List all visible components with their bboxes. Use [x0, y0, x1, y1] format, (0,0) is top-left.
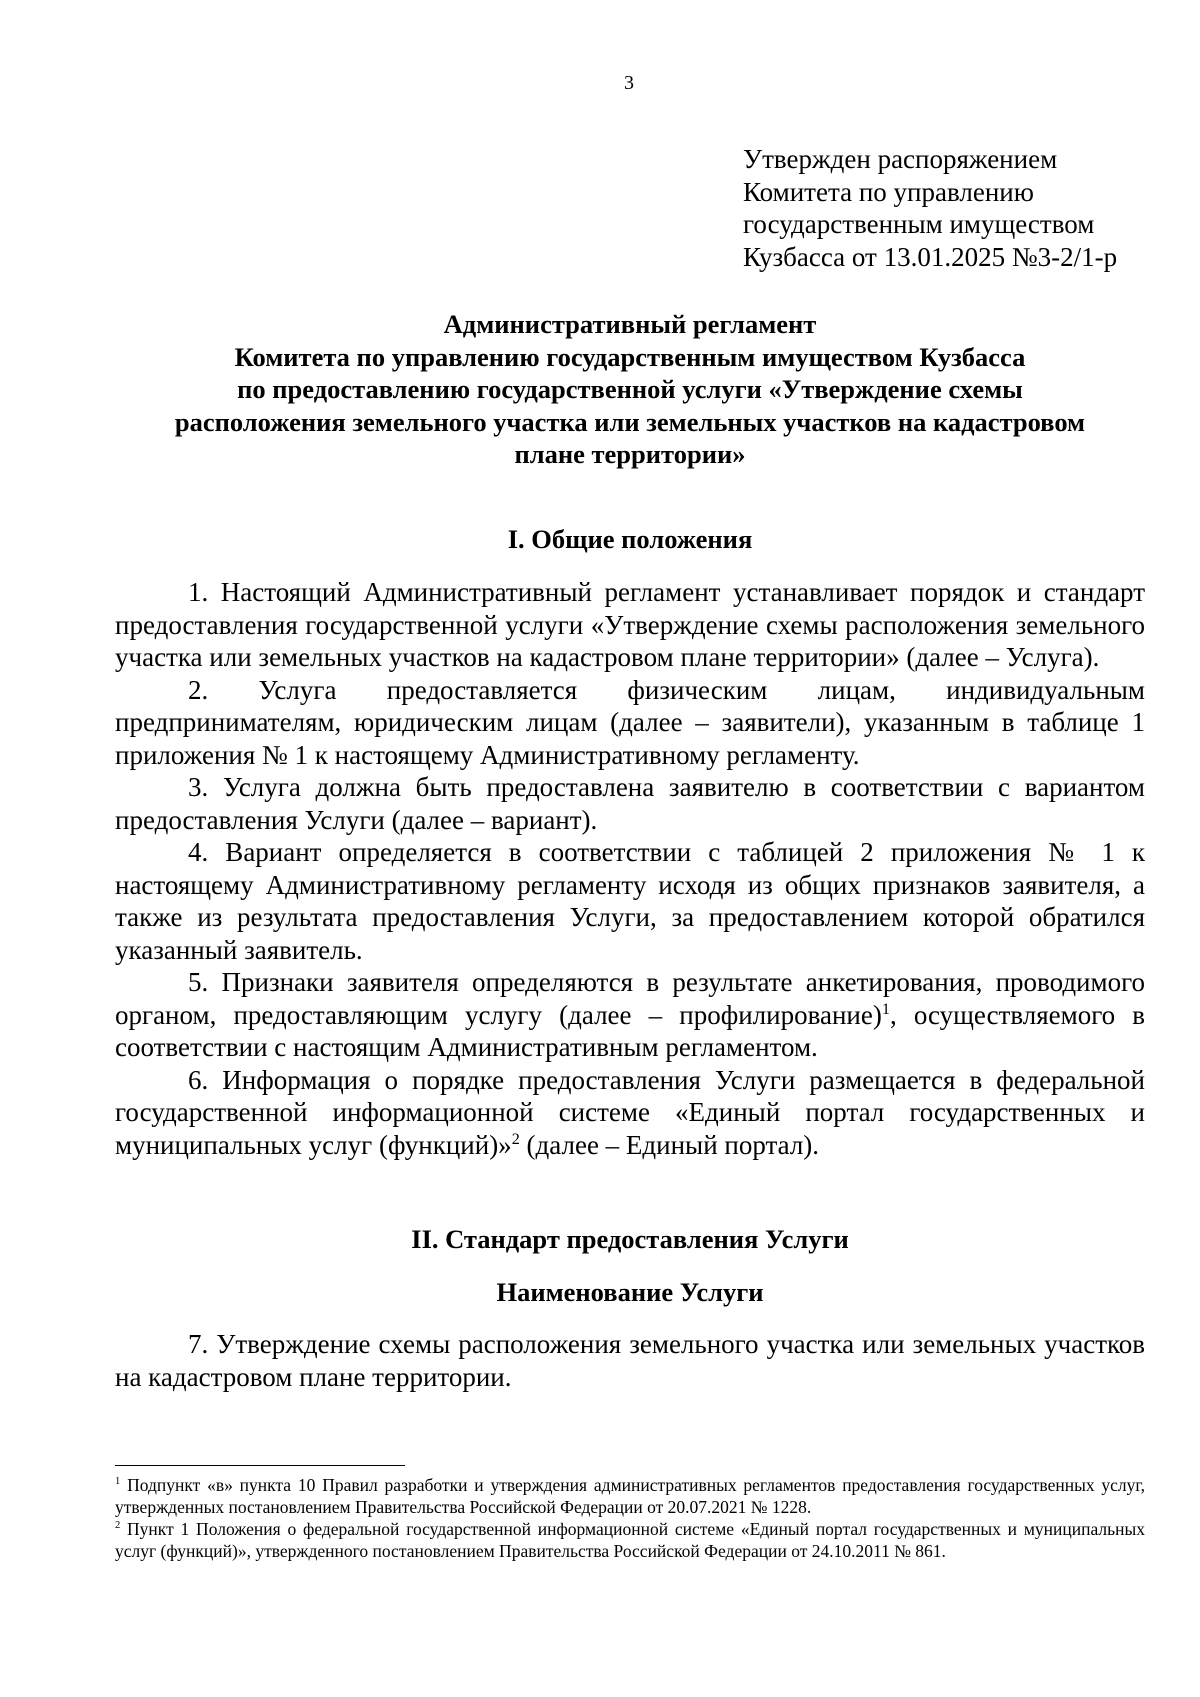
subheading-service-name: Наименование Услуги [496, 1277, 764, 1307]
footnote-1-mark: 1 [115, 1476, 121, 1488]
footnote-2-text: Пункт 1 Положения о федеральной государственной информационной системе «Единый портал государственных и муниципальных услуг (функций)», утвержденного постановлением Правительства Российской Федерации от 24.10.2011 № 861. [115, 1519, 1145, 1561]
approval-line: Комитета по управлению [743, 176, 1034, 207]
footnote-separator [115, 1465, 405, 1466]
page-number: 3 [624, 72, 634, 94]
paragraph-4: 4. Вариант определяется в соответствии с таблицей 2 приложения № 1 к настоящему Административному регламенту исходя из общих признаков заявителя, а также из результата предоставления Услуги, за предоставлением которой обратился указанный заявитель. [115, 837, 1145, 965]
footnote-1-text: Подпункт «в» пункта 10 Правил разработки и утверждения административных регламентов предоставления государственных услуг, утвержденных постановлением Правительства Российской Федерации от 20.07.2021 № 1228. [115, 1475, 1145, 1517]
footnote-1 [115, 1474, 1145, 1518]
footnote-ref-2: 2 [511, 1129, 520, 1148]
paragraph-6-text: 6. Информация о порядке предоставления Услуги размещается в федеральной государственной информационной системе «Единый портал государственных и муниципальных услуг (функций)» [115, 1064, 1145, 1160]
title-line: Комитета по управлению государственным имуществом Кузбасса [234, 341, 1026, 372]
paragraph-7: 7. Утверждение схемы расположения земельного участка или земельных участков на кадастровом плане территории. [115, 1329, 1145, 1392]
approval-stamp [743, 143, 1117, 273]
section-standard-body [115, 1328, 1145, 1393]
paragraph-5-tail: , осуществляемого в соответствии с настоящим Административным регламентом. [115, 999, 1145, 1062]
approval-line: Утвержден распоряжением [743, 144, 1058, 174]
paragraph-2: 2. Услуга предоставляется физическим лицам, индивидуальным предпринимателям, юридическим лицам (далее – заявители), указанным в таблице 1 приложения № 1 к настоящему Административному регламенту. [115, 674, 1145, 770]
footnote-2-mark: 2 [115, 1520, 121, 1532]
paragraph-1: 1. Настоящий Административный регламент устанавливает порядок и стандарт предоставления государственной услуги «Утверждение схемы расположения земельного участка или земельных участков на кадастровом плане территории» (далее – Услуга). [115, 577, 1145, 672]
paragraph-5-text: 5. Признаки заявителя определяются в результате анкетирования, проводимого органом, предоставляющим услугу (далее – профилирование) [115, 967, 1145, 1030]
paragraph-3: 3. Услуга должна быть предоставлена заявителю в соответствии с вариантом предоставления Услуги (далее – вариант). [115, 772, 1145, 835]
footnotes [115, 1474, 1145, 1562]
approval-line: Кузбасса от 13.01.2025 №3-2/1-р [743, 241, 1118, 272]
document-title [115, 308, 1145, 471]
footnote-ref-1: 1 [881, 999, 890, 1018]
title-line: плане территории» [514, 439, 746, 469]
paragraph-6 [115, 1064, 1145, 1162]
footnote-2 [115, 1518, 1145, 1562]
section-general-body [115, 576, 1145, 1161]
title-line: Административный регламент [443, 309, 817, 339]
paragraph-5 [115, 966, 1145, 1064]
approval-line: государственным имуществом [743, 209, 1095, 239]
section-heading-general: I. Общие положения [507, 524, 753, 554]
section-heading-standard: II. Стандарт предоставления Услуги [411, 1224, 849, 1254]
title-line: расположения земельного участка или земельных участков на кадастровом [174, 406, 1086, 437]
title-line: по предоставлению государственной услуги «Утверждение схемы [237, 374, 1023, 404]
paragraph-6-tail: (далее – Единый портал). [519, 1129, 820, 1160]
